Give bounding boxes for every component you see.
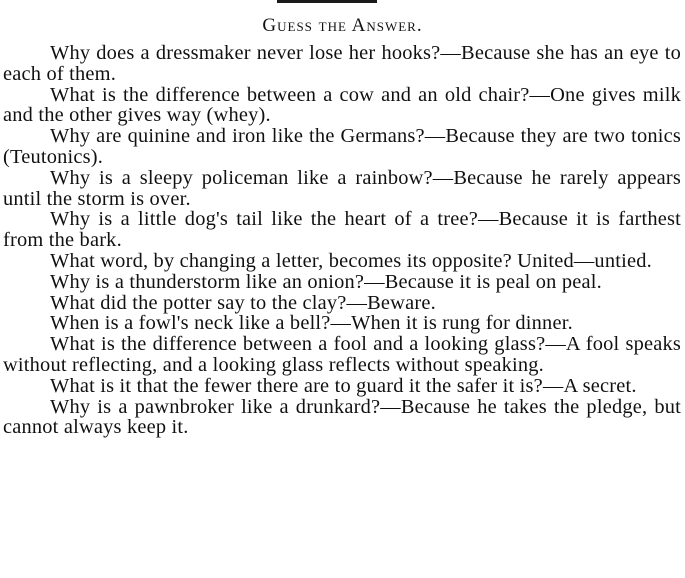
riddle-7: Why is a thunderstorm like an onion?—Because it is peal on peal.	[50, 270, 602, 293]
riddle-12: Why is a pawnbroker like a drunkard?—Because he takes the pledge, but cannot always keep it.	[3, 395, 681, 439]
riddle-3: Why are quinine and iron like the Germans?—Because they are two tonics (Teutonics).	[3, 125, 681, 168]
article-title: Guess the Answer.	[262, 15, 423, 36]
riddle-8: What did the potter say to the clay?—Beware.	[50, 291, 436, 314]
riddle-6: What word, by changing a letter, becomes its opposite? United—untied.	[50, 249, 652, 272]
riddle-11: What is it that the fewer there are to guard it the safer it is?—A secret.	[50, 374, 637, 397]
riddle-10: What is the difference between a fool and a looking glass?—A fool speaks without reflecting, and a looking glass reflects without speaking.	[3, 333, 681, 376]
riddle-9: When is a fowl's neck like a bell?—When it is rung for dinner.	[50, 312, 573, 335]
riddle-5: Why is a little dog's tail like the heart of a tree?—Because it is farthest from the bark.	[3, 208, 681, 252]
riddle-2: What is the difference between a cow and an old chair?—One gives milk and the other gives way (whey).	[3, 83, 681, 127]
riddle-list	[3, 43, 681, 438]
riddle-1: Why does a dressmaker never lose her hooks?—Because she has an eye to each of them.	[3, 42, 681, 85]
riddle-4: Why is a sleepy policeman like a rainbow?—Because he rarely appears until the storm is over.	[3, 166, 681, 210]
top-rule	[277, 0, 377, 3]
